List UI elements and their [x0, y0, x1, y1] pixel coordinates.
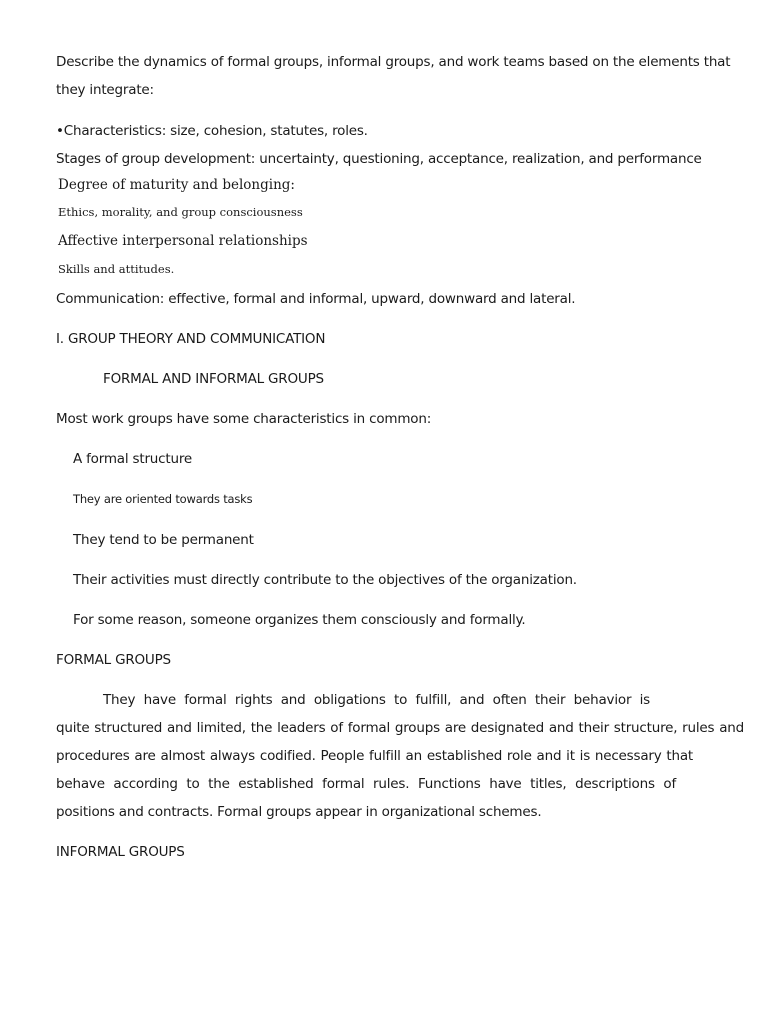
stages-line: Stages of group development: uncertainty, questioning, acceptance, realization, and performance	[56, 151, 702, 167]
formal-groups-line-3: procedures are almost always codified. People fulfill an established role and it is necessary that	[56, 748, 693, 764]
section-heading: I. GROUP THEORY AND COMMUNICATION	[56, 331, 326, 347]
maturity-line: Degree of maturity and belonging:	[58, 177, 295, 193]
formal-groups-line-5: positions and contracts. Formal groups appear in organizational schemes.	[56, 804, 542, 820]
ethics-line: Ethics, morality, and group consciousness	[58, 205, 303, 219]
common-item-1: A formal structure	[73, 451, 192, 467]
subheading: FORMAL AND INFORMAL GROUPS	[103, 371, 324, 387]
skills-line: Skills and attitudes.	[58, 262, 175, 276]
common-item-2: They are oriented towards tasks	[73, 492, 253, 506]
characteristics-line: •Characteristics: size, cohesion, statutes, roles.	[56, 123, 368, 139]
common-item-5: For some reason, someone organizes them consciously and formally.	[73, 612, 526, 628]
intro-line-2: they integrate:	[56, 82, 154, 98]
communication-line: Communication: effective, formal and informal, upward, downward and lateral.	[56, 291, 576, 307]
common-intro: Most work groups have some characteristics in common:	[56, 411, 432, 427]
formal-groups-heading: FORMAL GROUPS	[56, 652, 171, 668]
formal-groups-line-2: quite structured and limited, the leaders of formal groups are designated and their structure, rules and	[56, 720, 744, 736]
affective-line: Affective interpersonal relationships	[58, 233, 308, 249]
formal-groups-line-1: They have formal rights and obligations to fulfill, and often their behavior is	[103, 692, 650, 708]
informal-groups-heading: INFORMAL GROUPS	[56, 844, 185, 860]
common-item-4: Their activities must directly contribute to the objectives of the organization.	[73, 572, 577, 588]
common-item-3: They tend to be permanent	[73, 532, 254, 548]
formal-groups-line-4: behave according to the established formal rules. Functions have titles, descriptions of	[56, 776, 676, 792]
intro-line-1: Describe the dynamics of formal groups, informal groups, and work teams based on the elements that	[56, 54, 731, 70]
